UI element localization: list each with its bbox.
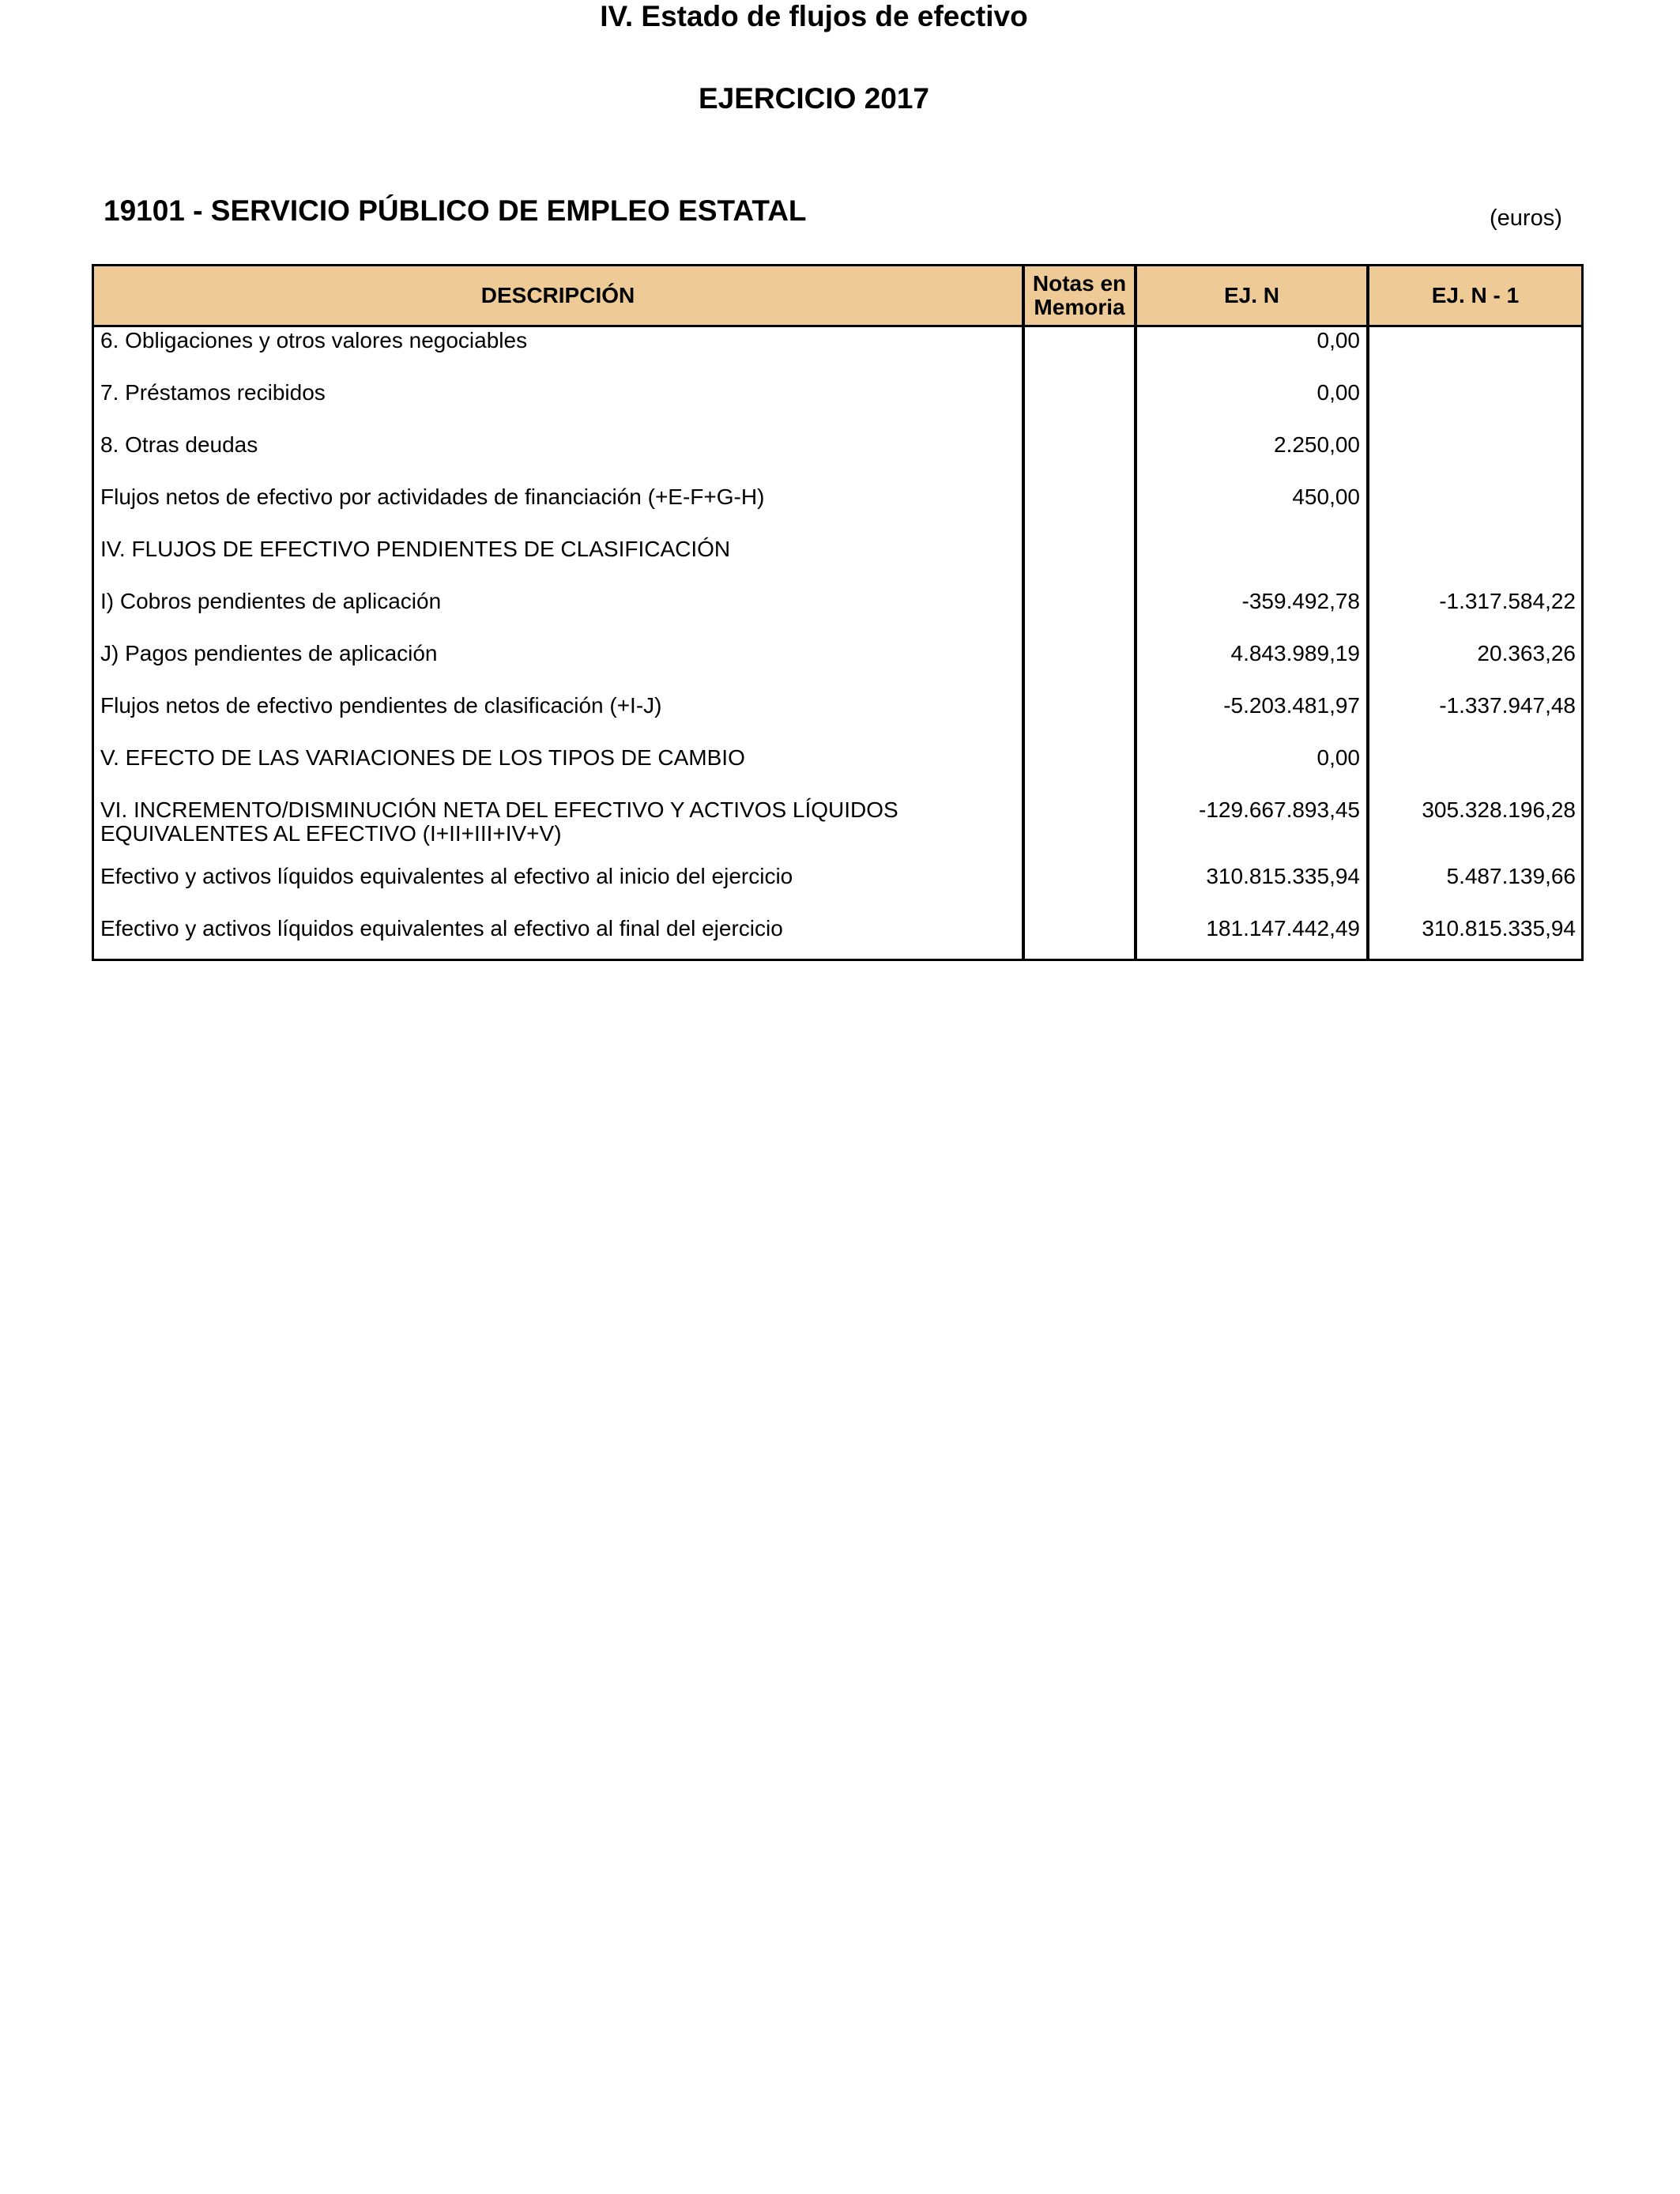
row-description: Efectivo y activos líquidos equivalentes al efectivo al final del ejercicio <box>100 916 783 941</box>
column-header-ej-n: EJ. N <box>1223 283 1280 307</box>
table-row <box>94 537 1581 585</box>
table-row <box>94 865 1581 912</box>
table-row <box>94 381 1581 428</box>
row-description: VI. INCREMENTO/DISMINUCIÓN NETA DEL EFECTIVO Y ACTIVOS LÍQUIDOS EQUIVALENTES AL EFECTIVO (I+II+III+IV+V) <box>100 797 898 846</box>
table-row <box>94 433 1581 481</box>
table-row <box>94 917 1581 964</box>
row-description: Flujos netos de efectivo por actividades de financiación (+E-F+G-H) <box>100 484 765 509</box>
column-header-ej-n-1: EJ. N - 1 <box>1431 283 1520 307</box>
row-description: V. EFECTO DE LAS VARIACIONES DE LOS TIPOS DE CAMBIO <box>100 745 745 770</box>
row-value-ej-n: 310.815.335,94 <box>1206 864 1360 888</box>
cash-flow-table <box>92 264 1584 961</box>
row-value-ej-n: -359.492,78 <box>1241 589 1360 613</box>
row-value-ej-n: 0,00 <box>1317 745 1360 770</box>
row-value-ej-n: 450,00 <box>1292 484 1360 509</box>
table-row <box>94 590 1581 637</box>
row-description: 6. Obligaciones y otros valores negociables <box>100 328 528 352</box>
column-header-description: DESCRIPCIÓN <box>480 283 635 307</box>
row-value-ej-n-1: -1.337.947,48 <box>1439 693 1576 718</box>
entity-heading: 19101 - SERVICIO PÚBLICO DE EMPLEO ESTATAL <box>104 194 807 227</box>
table-row <box>94 642 1581 689</box>
row-value-ej-n-1: 310.815.335,94 <box>1422 916 1576 941</box>
row-description: Efectivo y activos líquidos equivalentes al efectivo al inicio del ejercicio <box>100 864 793 888</box>
table-row <box>94 329 1581 376</box>
row-description: IV. FLUJOS DE EFECTIVO PENDIENTES DE CLASIFICACIÓN <box>100 537 731 561</box>
row-value-ej-n-1: 20.363,26 <box>1477 641 1576 665</box>
row-value-ej-n: 0,00 <box>1317 380 1360 405</box>
row-value-ej-n: 2.250,00 <box>1274 432 1360 457</box>
row-value-ej-n-1: -1.317.584,22 <box>1439 589 1576 613</box>
document-title: IV. Estado de flujos de efectivo <box>600 0 1028 32</box>
row-value-ej-n-1: 5.487.139,66 <box>1446 864 1576 888</box>
table-row <box>94 746 1581 794</box>
row-description: 7. Préstamos recibidos <box>100 380 326 405</box>
currency-units: (euros) <box>1490 205 1562 231</box>
table-row <box>94 485 1581 533</box>
row-description: J) Pagos pendientes de aplicación <box>100 641 438 665</box>
table-row <box>94 798 1581 846</box>
row-value-ej-n: 0,00 <box>1317 328 1360 352</box>
row-description: Flujos netos de efectivo pendientes de clasificación (+I-J) <box>100 693 662 718</box>
row-value-ej-n: -129.667.893,45 <box>1199 797 1360 822</box>
column-header-notes: Notas en Memoria <box>1032 271 1127 319</box>
fiscal-year-title: EJERCICIO 2017 <box>698 82 930 115</box>
row-description: I) Cobros pendientes de aplicación <box>100 589 442 613</box>
table-row <box>94 694 1581 741</box>
table-header <box>94 266 1581 327</box>
row-value-ej-n: 181.147.442,49 <box>1206 916 1360 941</box>
row-description: 8. Otras deudas <box>100 432 258 457</box>
row-value-ej-n: -5.203.481,97 <box>1223 693 1360 718</box>
row-value-ej-n-1: 305.328.196,28 <box>1422 797 1576 822</box>
row-value-ej-n: 4.843.989,19 <box>1230 641 1360 665</box>
